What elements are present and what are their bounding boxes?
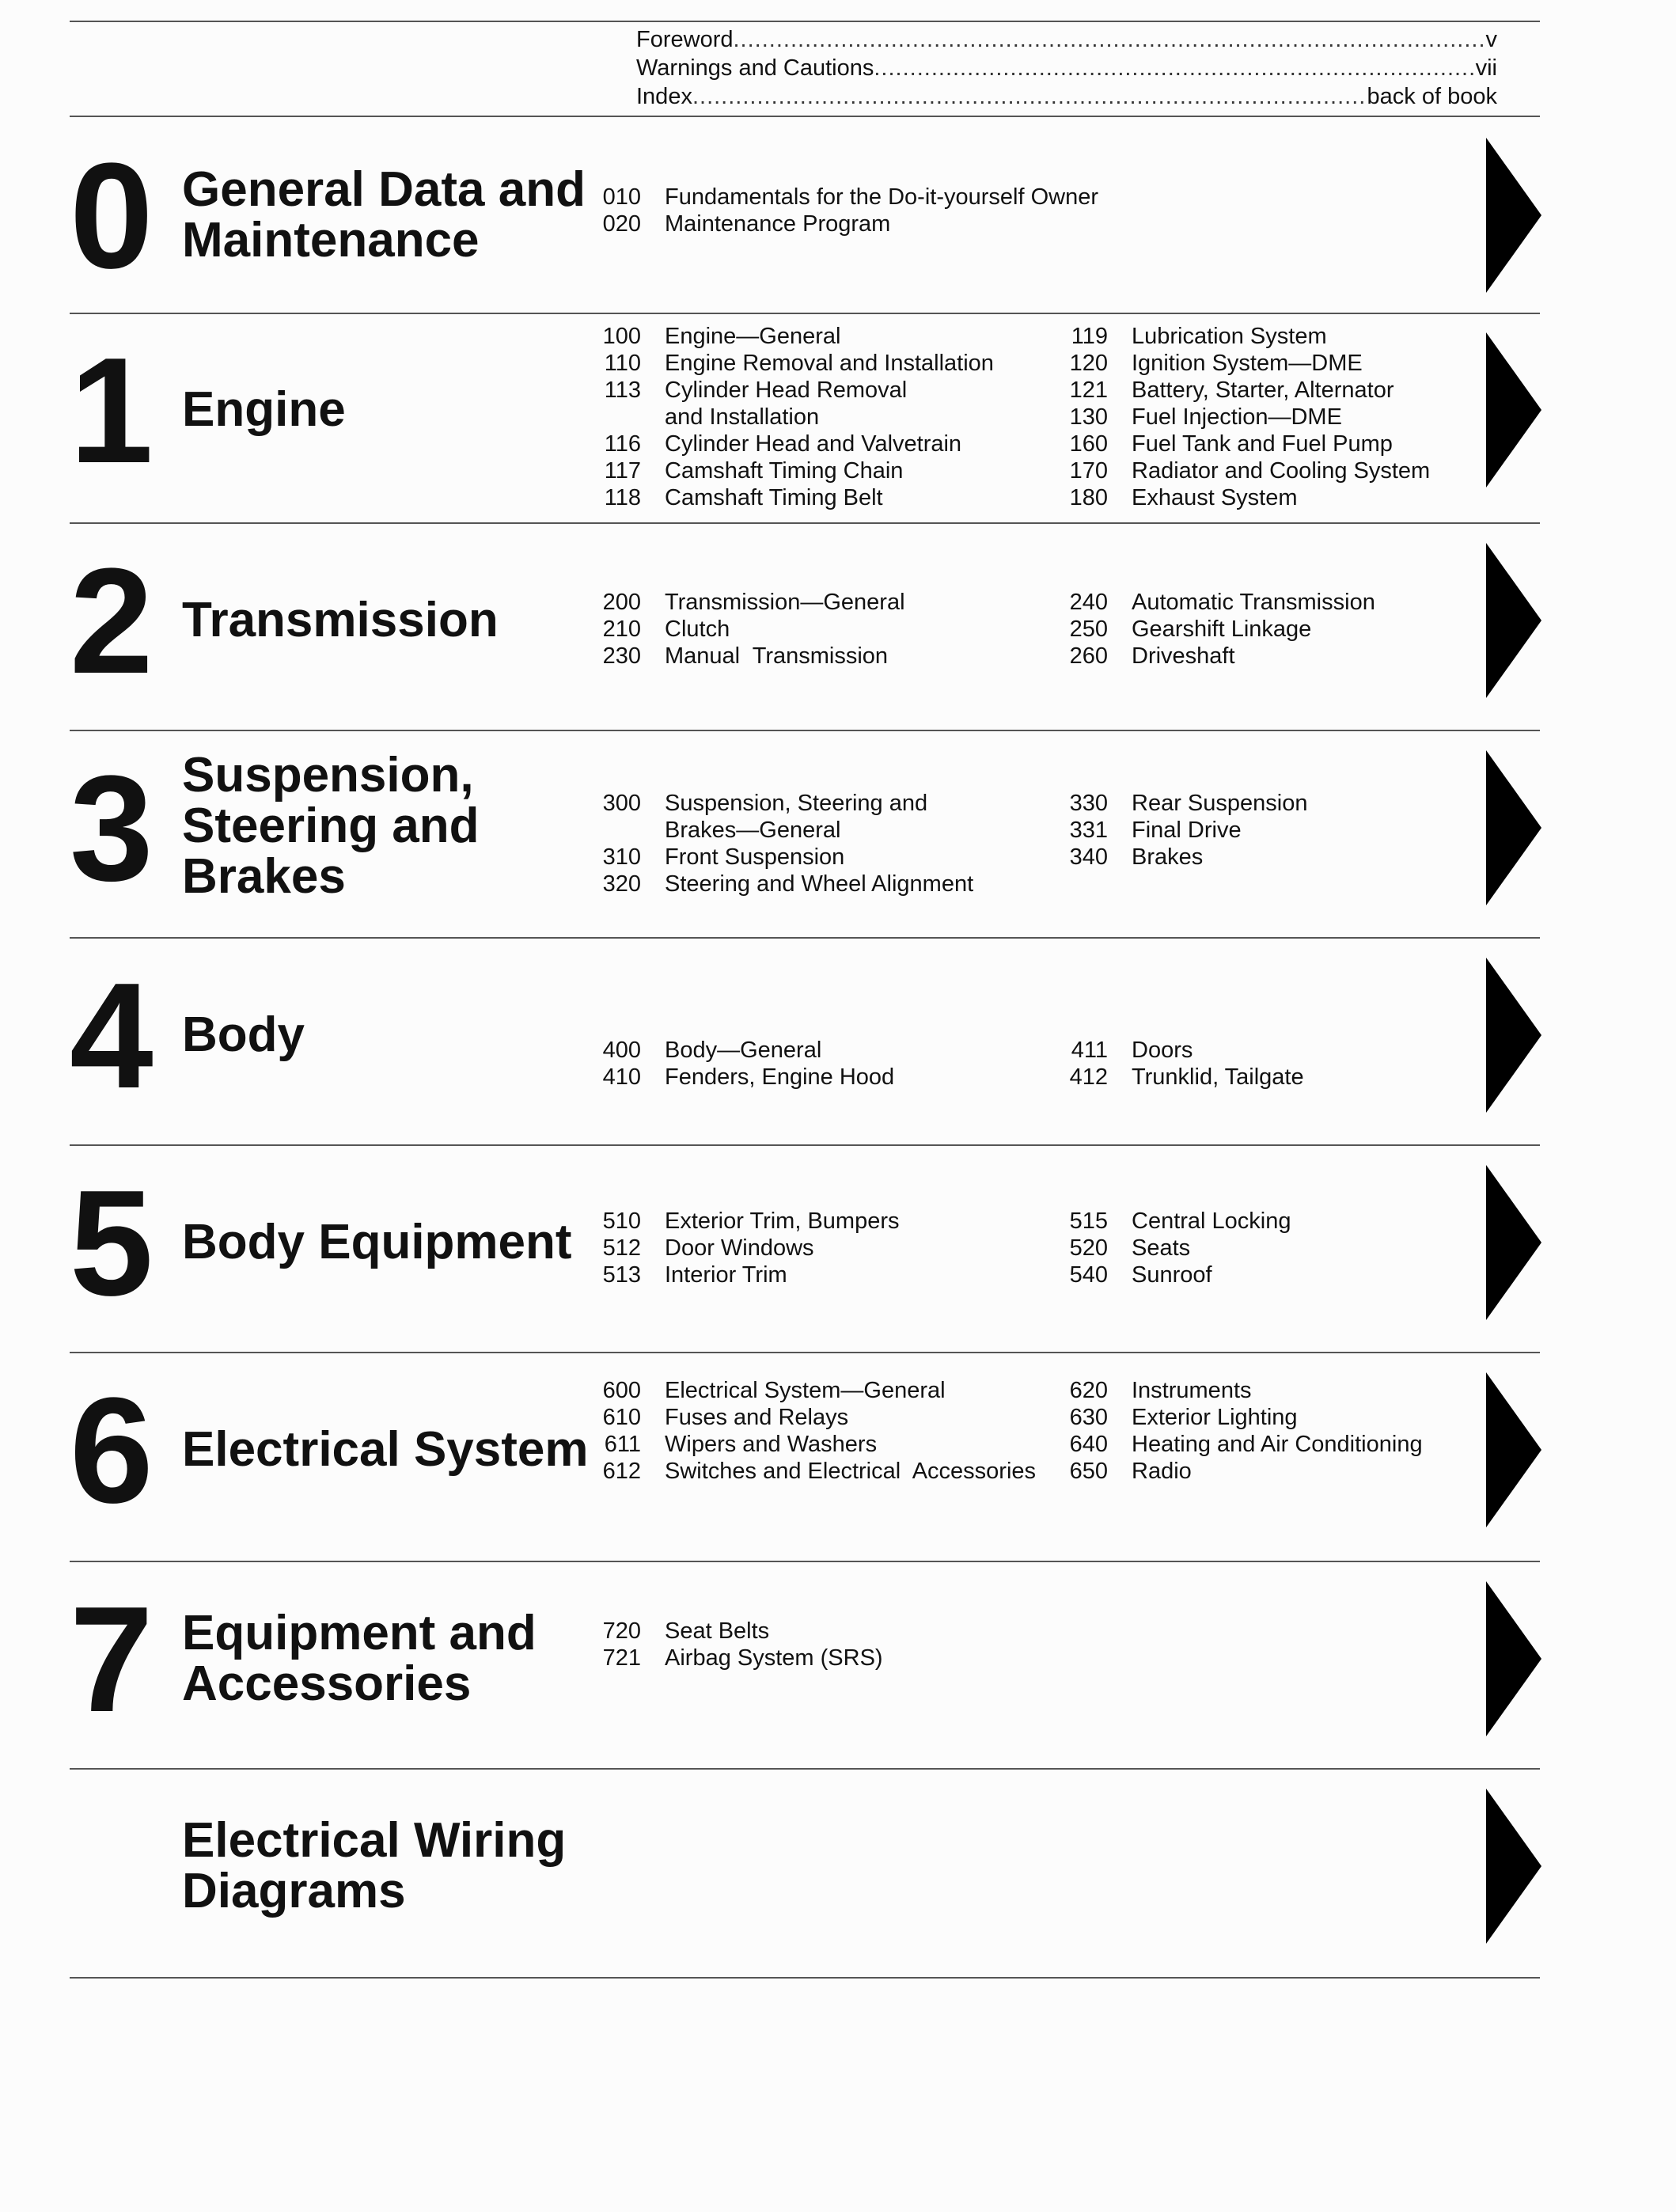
toc-entry[interactable] xyxy=(1062,790,1307,817)
entry-title: Lubrication System xyxy=(1132,324,1327,349)
toc-entry[interactable] xyxy=(595,457,994,484)
section-5[interactable] xyxy=(70,1146,1540,1339)
leader-dots xyxy=(734,25,1486,54)
section-tab-arrow-icon[interactable] xyxy=(1486,958,1541,1113)
section-title xyxy=(182,162,586,267)
entry-column-right xyxy=(1062,790,1307,871)
entry-column-left xyxy=(595,323,994,511)
toc-entry[interactable] xyxy=(1062,323,1430,350)
toc-entry[interactable] xyxy=(1062,643,1375,670)
section-6[interactable] xyxy=(70,1353,1540,1546)
entry-title: Cylinder Head and Valvetrain xyxy=(665,431,962,457)
toc-entry[interactable] xyxy=(1062,616,1375,643)
entry-code: 250 xyxy=(1069,617,1108,642)
entry-title: Steering and Wheel Alignment xyxy=(665,871,974,897)
section-0[interactable] xyxy=(70,119,1540,312)
toc-entry[interactable] xyxy=(595,1404,1036,1431)
front-matter-label: Index xyxy=(636,84,692,109)
entry-title: and Installation xyxy=(665,404,820,430)
toc-entry[interactable] xyxy=(1062,404,1430,431)
entry-code: 110 xyxy=(604,351,641,376)
entry-code: 160 xyxy=(1069,431,1108,457)
toc-entry[interactable] xyxy=(595,211,1098,237)
entry-code: 180 xyxy=(1069,485,1108,510)
toc-entry[interactable] xyxy=(595,790,973,817)
section-title xyxy=(182,595,499,646)
toc-entry[interactable] xyxy=(595,1037,894,1064)
entry-title: Body—General xyxy=(665,1038,822,1063)
section-number: 2 xyxy=(70,537,149,705)
toc-entry[interactable] xyxy=(1062,457,1430,484)
entry-title: Sunroof xyxy=(1132,1262,1212,1288)
entry-title: Engine Removal and Installation xyxy=(665,351,994,376)
toc-entry[interactable] xyxy=(595,323,994,350)
section-title-line: Electrical Wiring xyxy=(182,1813,567,1868)
entry-title: Camshaft Timing Chain xyxy=(665,458,904,484)
entry-code: 612 xyxy=(602,1459,641,1484)
entry-column-right xyxy=(1062,1208,1291,1288)
entry-code: 331 xyxy=(1069,818,1108,843)
entry-code: 300 xyxy=(602,791,641,816)
section-4[interactable] xyxy=(70,939,1540,1132)
toc-entry[interactable] xyxy=(595,431,994,457)
entry-title: Maintenance Program xyxy=(665,211,891,237)
entry-title: Radiator and Cooling System xyxy=(1132,458,1431,484)
toc-entry[interactable] xyxy=(595,1064,894,1091)
toc-entry[interactable] xyxy=(595,616,905,643)
entry-title: Fenders, Engine Hood xyxy=(665,1064,895,1090)
entry-code: 720 xyxy=(602,1618,641,1644)
section-2[interactable] xyxy=(70,524,1540,717)
entry-title: Final Drive xyxy=(1132,818,1242,843)
toc-entry[interactable] xyxy=(595,1618,883,1645)
toc-entry[interactable] xyxy=(1062,844,1307,871)
entry-title: Fuses and Relays xyxy=(665,1405,849,1430)
section-number: 1 xyxy=(70,327,149,495)
toc-entry[interactable] xyxy=(595,589,905,616)
entry-code: 113 xyxy=(604,378,641,403)
entry-code: 620 xyxy=(1069,1378,1108,1403)
section-number: 4 xyxy=(70,952,149,1120)
section-title-line: Suspension, xyxy=(182,748,474,802)
toc-entry[interactable] xyxy=(1062,1262,1291,1288)
leader-dots xyxy=(874,54,1475,82)
front-matter-index[interactable] xyxy=(636,82,1497,111)
toc-entry[interactable] xyxy=(595,1431,1036,1458)
section-number: 0 xyxy=(70,132,149,300)
entry-code: 010 xyxy=(602,184,641,210)
entry-code: 513 xyxy=(602,1262,641,1288)
section-title xyxy=(182,750,480,902)
entry-column-left xyxy=(595,790,973,897)
entry-code: 721 xyxy=(602,1645,641,1671)
entry-code: 260 xyxy=(1069,643,1108,669)
entry-code: 412 xyxy=(1069,1064,1108,1090)
toc-entry[interactable] xyxy=(1062,431,1430,457)
section-title-line: Transmission xyxy=(182,593,499,647)
leader-dots xyxy=(692,82,1367,111)
entry-code: 320 xyxy=(602,871,641,897)
toc-entry[interactable] xyxy=(1062,1037,1304,1064)
section-tab-arrow-icon[interactable] xyxy=(1486,1165,1541,1320)
entry-column-left xyxy=(595,589,905,670)
entry-title: Airbag System (SRS) xyxy=(665,1645,883,1671)
section-title-line: Steering and xyxy=(182,799,480,853)
front-matter-warnings[interactable] xyxy=(636,54,1497,82)
entry-title: Camshaft Timing Belt xyxy=(665,485,883,510)
toc-entry[interactable] xyxy=(595,871,973,897)
section-7[interactable] xyxy=(70,1562,1540,1755)
entry-code xyxy=(595,404,641,431)
section-number: 3 xyxy=(70,745,149,912)
entry-code: 611 xyxy=(604,1432,641,1457)
entry-column-right xyxy=(1062,1037,1304,1091)
entry-code: 117 xyxy=(604,458,641,484)
top-rule xyxy=(70,21,1540,22)
entry-title: Clutch xyxy=(665,617,730,642)
section-tab-arrow-icon[interactable] xyxy=(1486,1581,1541,1736)
entry-title: Gearshift Linkage xyxy=(1132,617,1312,642)
entry-column-left xyxy=(595,1208,900,1288)
entry-title: Trunklid, Tailgate xyxy=(1132,1064,1304,1090)
toc-entry[interactable] xyxy=(595,643,905,670)
section-1[interactable] xyxy=(70,313,1540,510)
toc-entry[interactable] xyxy=(595,350,994,377)
entry-column-right xyxy=(1062,1377,1423,1485)
toc-entry[interactable] xyxy=(1062,377,1430,404)
entry-code: 650 xyxy=(1069,1459,1108,1484)
front-matter-page: vii xyxy=(1475,55,1497,81)
entry-title: Seats xyxy=(1132,1235,1191,1261)
section-title-line: Maintenance xyxy=(182,213,480,267)
entry-code: 630 xyxy=(1069,1405,1108,1430)
entry-code: 230 xyxy=(602,643,641,669)
toc-entry[interactable] xyxy=(1062,589,1375,616)
section-divider xyxy=(70,116,1540,117)
entry-title: Central Locking xyxy=(1132,1208,1291,1234)
entry-code: 170 xyxy=(1069,458,1108,484)
toc-entry[interactable] xyxy=(595,1458,1036,1485)
entry-title: Exterior Trim, Bumpers xyxy=(665,1208,900,1234)
entry-code: 515 xyxy=(1069,1208,1108,1234)
section-tab-arrow-icon[interactable] xyxy=(1486,543,1541,698)
entry-code: 240 xyxy=(1069,590,1108,615)
entry-column-right xyxy=(1062,323,1430,511)
section-number: 7 xyxy=(70,1576,149,1743)
toc-entry-continuation xyxy=(595,817,973,844)
entry-code: 510 xyxy=(602,1208,641,1234)
front-matter-label: Foreword xyxy=(636,27,734,52)
toc-entry[interactable] xyxy=(595,1208,900,1235)
entry-column-left xyxy=(595,1377,1036,1485)
toc-entry[interactable] xyxy=(1062,1458,1423,1485)
toc-entry[interactable] xyxy=(595,1262,900,1288)
section-title xyxy=(182,382,346,437)
entry-title: Ignition System—DME xyxy=(1132,351,1363,376)
toc-entry[interactable] xyxy=(595,1377,1036,1404)
entry-title: Fundamentals for the Do-it-yourself Owner xyxy=(665,184,1098,210)
entry-column-left xyxy=(595,1037,894,1091)
entry-title: Rear Suspension xyxy=(1132,791,1308,816)
toc-entry[interactable] xyxy=(1062,1431,1423,1458)
section-title-line: Body Equipment xyxy=(182,1215,572,1269)
entry-title: Instruments xyxy=(1132,1378,1252,1403)
section-title-line: General Data and xyxy=(182,162,586,217)
toc-entry[interactable] xyxy=(1062,484,1430,511)
entry-code: 120 xyxy=(1069,351,1108,376)
section-tab-arrow-icon[interactable] xyxy=(1486,750,1541,905)
section-title-line: Brakes xyxy=(182,849,346,904)
entry-title: Electrical System—General xyxy=(665,1378,946,1403)
entry-code: 118 xyxy=(604,485,641,510)
toc-entry[interactable] xyxy=(595,1645,883,1671)
toc-entry[interactable] xyxy=(1062,1208,1291,1235)
entry-column-right xyxy=(1062,589,1375,670)
entry-column-left xyxy=(595,184,1098,237)
section-title-line: Electrical System xyxy=(182,1422,589,1477)
toc-entry[interactable] xyxy=(595,484,994,511)
entry-code: 512 xyxy=(602,1235,641,1261)
entry-code: 520 xyxy=(1069,1235,1108,1261)
entry-title: Cylinder Head Removal xyxy=(665,378,908,403)
entry-code: 340 xyxy=(1069,844,1108,870)
entry-code xyxy=(595,817,641,844)
section-title xyxy=(182,1217,572,1268)
section-title xyxy=(182,1608,537,1709)
toc-entry[interactable] xyxy=(595,184,1098,211)
toc-entry[interactable] xyxy=(595,1235,900,1262)
section-number: 5 xyxy=(70,1159,149,1327)
entry-title: Wipers and Washers xyxy=(665,1432,878,1457)
entry-code: 020 xyxy=(602,211,641,237)
section-wiring-diagrams[interactable] xyxy=(70,1770,1540,1963)
entry-code: 100 xyxy=(602,324,641,349)
entry-title: Exhaust System xyxy=(1132,485,1298,510)
entry-title: Manual Transmission xyxy=(665,643,889,669)
front-matter-page: v xyxy=(1485,27,1497,52)
front-matter-page: back of book xyxy=(1367,84,1497,109)
entry-title: Driveshaft xyxy=(1132,643,1235,669)
entry-title: Brakes—General xyxy=(665,818,841,843)
entry-title: Interior Trim xyxy=(665,1262,787,1288)
entry-code: 119 xyxy=(1071,324,1108,349)
section-title-line: Body xyxy=(182,1007,305,1062)
toc-entry[interactable] xyxy=(595,844,973,871)
entry-title: Transmission—General xyxy=(665,590,905,615)
entry-title: Suspension, Steering and xyxy=(665,791,928,816)
entry-title: Engine—General xyxy=(665,324,841,349)
entry-title: Brakes xyxy=(1132,844,1204,870)
entry-title: Battery, Starter, Alternator xyxy=(1132,378,1394,403)
entry-title: Doors xyxy=(1132,1038,1193,1063)
entry-code: 121 xyxy=(1069,378,1108,403)
toc-entry[interactable] xyxy=(1062,817,1307,844)
entry-code: 210 xyxy=(602,617,641,642)
section-3[interactable] xyxy=(70,731,1540,924)
entry-title: Door Windows xyxy=(665,1235,814,1261)
entry-code: 610 xyxy=(602,1405,641,1430)
section-title-line: Accessories xyxy=(182,1656,472,1711)
section-title-line: Diagrams xyxy=(182,1864,406,1918)
section-tab-arrow-icon[interactable] xyxy=(1486,332,1541,488)
toc-entry[interactable] xyxy=(1062,1235,1291,1262)
section-tab-arrow-icon[interactable] xyxy=(1486,138,1541,293)
entry-code: 640 xyxy=(1069,1432,1108,1457)
entry-column-left xyxy=(595,1618,883,1671)
entry-title: Front Suspension xyxy=(665,844,845,870)
front-matter-foreword[interactable] xyxy=(636,25,1497,54)
entry-code: 116 xyxy=(604,431,641,457)
entry-code: 411 xyxy=(1071,1038,1108,1063)
toc-entry[interactable] xyxy=(1062,1064,1304,1091)
front-matter-label: Warnings and Cautions xyxy=(636,55,874,81)
entry-code: 200 xyxy=(602,590,641,615)
section-tab-arrow-icon[interactable] xyxy=(1486,1789,1541,1944)
entry-code: 130 xyxy=(1069,404,1108,430)
entry-code: 310 xyxy=(602,844,641,870)
entry-title: Fuel Tank and Fuel Pump xyxy=(1132,431,1393,457)
entry-code: 330 xyxy=(1069,791,1108,816)
entry-code: 540 xyxy=(1069,1262,1108,1288)
entry-title: Seat Belts xyxy=(665,1618,770,1644)
entry-code: 400 xyxy=(602,1038,641,1063)
toc-entry[interactable] xyxy=(1062,1377,1423,1404)
section-title xyxy=(182,1813,567,1918)
toc-entry[interactable] xyxy=(1062,1404,1423,1431)
entry-code: 410 xyxy=(602,1064,641,1090)
toc-entry[interactable] xyxy=(595,377,994,404)
entry-title: Fuel Injection—DME xyxy=(1132,404,1342,430)
section-number: 6 xyxy=(70,1367,149,1535)
section-title-line: Engine xyxy=(182,382,346,437)
entry-title: Switches and Electrical Accessories xyxy=(665,1459,1037,1484)
entry-title: Automatic Transmission xyxy=(1132,590,1375,615)
entry-title: Heating and Air Conditioning xyxy=(1132,1432,1423,1457)
section-tab-arrow-icon[interactable] xyxy=(1486,1372,1541,1527)
entry-title: Exterior Lighting xyxy=(1132,1405,1298,1430)
entry-title: Radio xyxy=(1132,1459,1192,1484)
section-title xyxy=(182,1007,305,1062)
section-title-line: Equipment and xyxy=(182,1606,537,1660)
section-divider xyxy=(70,1977,1540,1979)
toc-entry-continuation xyxy=(595,404,994,431)
toc-entry[interactable] xyxy=(1062,350,1430,377)
entry-code: 600 xyxy=(602,1378,641,1403)
section-title xyxy=(182,1422,589,1477)
